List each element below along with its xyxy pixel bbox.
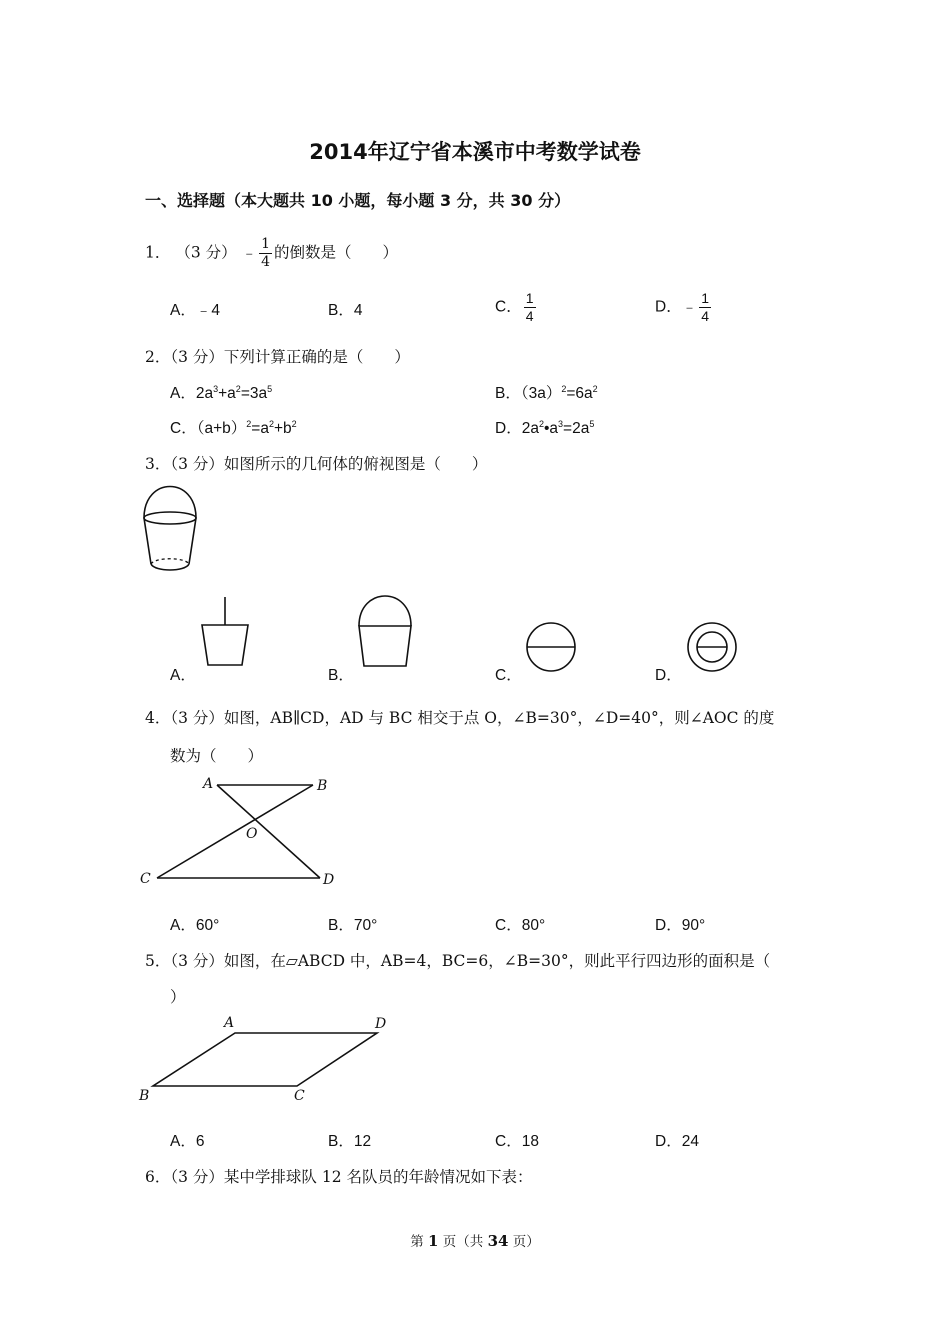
question-text: （3 分）如图，在▱ABCD 中，AB=4，BC=6，∠B=30°，则此平行四边形的面积是（ — [170, 952, 771, 970]
fraction-denominator: 4 — [525, 308, 534, 324]
option-label: C． — [170, 420, 197, 437]
q3-option-b[interactable]: B． — [328, 667, 354, 684]
q5-option-b[interactable] — [328, 1129, 371, 1151]
question-text-continued: ） — [170, 988, 186, 1006]
fraction — [699, 290, 711, 325]
question-number: 4． — [145, 709, 171, 727]
q3-option-a-figure — [195, 597, 255, 669]
option-label: B． — [495, 385, 521, 402]
point-label-a: A — [203, 776, 214, 792]
question-6 — [145, 1165, 533, 1187]
q3-option-d-figure — [686, 621, 738, 673]
question-number: 6． — [145, 1168, 171, 1186]
q5-option-d[interactable] — [655, 1129, 699, 1151]
option-label: A． — [170, 302, 196, 319]
fraction — [259, 236, 272, 271]
option-value: 90° — [681, 917, 706, 934]
q4-figure — [135, 772, 345, 892]
option-label: D． — [495, 420, 522, 437]
option-label: C． — [495, 298, 522, 316]
question-number: 1． — [145, 243, 171, 262]
negative-sign: ﹣ — [681, 298, 698, 316]
q2-option-d[interactable]: D．$2a^2•a^3=2a^5$ — [495, 418, 595, 437]
q3-option-c[interactable]: C． — [495, 667, 522, 684]
option-value: ﹣4 — [195, 302, 220, 319]
negative-sign: ﹣ — [241, 243, 258, 262]
point-label-d: D — [375, 1016, 387, 1032]
option-label: B． — [328, 1133, 354, 1150]
option-value: 12 — [353, 1133, 372, 1150]
question-text: 的倒数是（ ） — [273, 243, 398, 262]
q4-option-c[interactable] — [495, 913, 545, 935]
question-text: （3 分）某中学排球队 12 名队员的年龄情况如下表： — [170, 1168, 533, 1186]
question-3 — [145, 452, 487, 474]
question-2 — [145, 345, 410, 367]
page-title: 2014年辽宁省本溪市中考数学试卷 — [309, 140, 641, 164]
point-label-a: A — [224, 1015, 235, 1031]
option-value: 80° — [521, 917, 546, 934]
option-value: 24 — [681, 1133, 699, 1150]
point-label-b: B — [317, 778, 328, 794]
question-text: （3 分）如图所示的几何体的俯视图是（ ） — [170, 455, 488, 473]
q3-option-b-figure — [355, 594, 415, 670]
footer-prefix: 第 — [410, 1234, 429, 1250]
option-value: 60° — [195, 917, 220, 934]
question-number: 5． — [145, 952, 171, 970]
option-label: A． — [170, 385, 196, 402]
q5-figure — [135, 1012, 395, 1108]
q5-option-c[interactable] — [495, 1129, 539, 1151]
fraction-denominator: 4 — [261, 254, 270, 270]
q4-option-b[interactable] — [328, 913, 377, 935]
fraction-numerator: 1 — [261, 236, 270, 252]
option-value: 18 — [521, 1133, 539, 1150]
option-label: D． — [655, 917, 682, 934]
option-label: A． — [170, 917, 196, 934]
q3-option-c-figure — [525, 621, 577, 673]
footer-middle: 页（共 — [438, 1234, 488, 1250]
q3-option-a[interactable]: A． — [170, 667, 196, 684]
q2-option-a[interactable]: A．$2a^3+a^2=3a^5$ — [170, 383, 273, 402]
q4-option-a[interactable] — [170, 913, 219, 935]
page-number: 1 — [428, 1232, 439, 1250]
q4-option-d[interactable] — [655, 913, 705, 935]
point-label-b: B — [139, 1088, 150, 1104]
q1-option-a[interactable] — [170, 298, 220, 320]
question-text-continued: 数为（ ） — [170, 747, 264, 765]
question-score: （3 分） — [175, 243, 237, 262]
question-1 — [145, 236, 398, 271]
fraction-numerator: 1 — [701, 290, 710, 306]
q5-option-a[interactable] — [170, 1129, 204, 1151]
q1-option-b[interactable] — [328, 298, 362, 320]
q3-option-d[interactable]: D． — [655, 667, 682, 684]
option-label: C． — [495, 1133, 522, 1150]
question-text: （3 分）如图，AB∥CD，AD 与 BC 相交于点 O，∠B=30°，∠D=40°，则∠AOC 的度 — [170, 709, 775, 727]
question-number: 3． — [145, 455, 171, 473]
option-value: 6 — [195, 1133, 205, 1150]
option-label: B． — [328, 917, 354, 934]
point-label-o: O — [246, 826, 258, 842]
q2-option-c[interactable]: C．$(a+b)^2=a^2+b^2$ — [170, 418, 297, 437]
question-5 — [145, 949, 770, 971]
option-label: B． — [328, 302, 354, 319]
page-footer — [0, 1230, 950, 1250]
question-text: （3 分）下列计算正确的是（ ） — [170, 348, 410, 366]
question-4 — [145, 706, 774, 728]
section-heading: 一、选择题（本大题共 10 小题，每小题 3 分，共 30 分） — [145, 191, 571, 210]
bucket-figure — [135, 484, 205, 576]
page-total: 34 — [487, 1232, 509, 1250]
q2-option-b[interactable]: B．$(3a)^2=6a^2$ — [495, 383, 598, 402]
option-label: A． — [170, 1133, 196, 1150]
option-value: 70° — [353, 917, 378, 934]
point-label-c: C — [140, 871, 151, 887]
point-label-d: D — [323, 872, 335, 888]
option-value: 4 — [353, 302, 363, 319]
fraction-numerator: 1 — [525, 290, 534, 306]
q1-option-c[interactable] — [495, 290, 538, 325]
question-number: 2． — [145, 348, 171, 366]
option-label: C． — [495, 917, 522, 934]
q1-option-d[interactable] — [655, 290, 713, 325]
option-label: D． — [655, 298, 682, 316]
fraction-denominator: 4 — [701, 308, 710, 324]
fraction — [524, 290, 536, 325]
option-label: D． — [655, 1133, 682, 1150]
footer-suffix: 页） — [508, 1234, 540, 1250]
point-label-c: C — [294, 1088, 305, 1104]
